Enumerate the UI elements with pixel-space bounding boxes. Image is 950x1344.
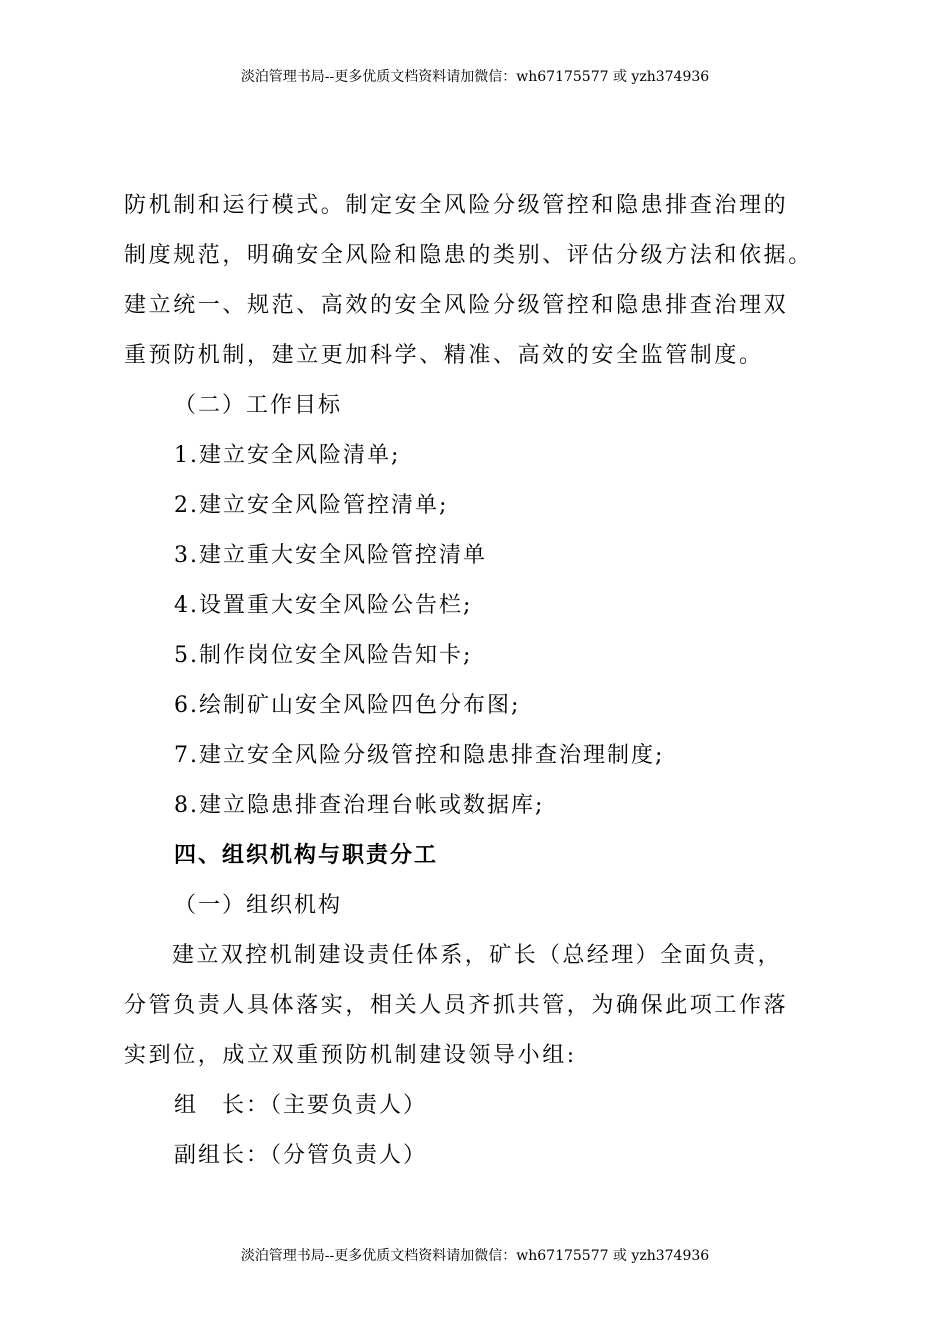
document-body [124, 181, 834, 1181]
goal-item: 6.绘制矿山安全风险四色分布图; [174, 693, 521, 718]
paragraph-line: 分管负责人具体落实，相关人员齐抓共管，为确保此项工作落 [124, 993, 789, 1018]
leader-line: 组 长：（主要负责人） [174, 1093, 428, 1118]
paragraph-line: 重预防机制，建立更加科学、精准、高效的安全监管制度。 [124, 343, 764, 368]
subheading-organization: （一）组织机构 [174, 893, 343, 918]
goal-item: 8.建立隐患排查治理台帐或数据库; [174, 793, 545, 818]
goal-item: 1.建立安全风险清单; [174, 443, 401, 468]
page-footer: 淡泊管理书局--更多优质文档资料请加微信：wh67175577 或 yzh374936 [240, 1248, 710, 1264]
paragraph-line: 建立统一、规范、高效的安全风险分级管控和隐患排查治理双 [124, 293, 789, 318]
page-header: 淡泊管理书局--更多优质文档资料请加微信：wh67175577 或 yzh374936 [240, 69, 710, 85]
section-heading: 四、组织机构与职责分工 [174, 843, 439, 868]
goal-item: 7.建立安全风险分级管控和隐患排查治理制度; [174, 743, 665, 768]
paragraph-line: 防机制和运行模式。制定安全风险分级管控和隐患排查治理的 [124, 193, 789, 218]
goal-item: 3.建立重大安全风险管控清单 [174, 543, 487, 568]
subheading-work-goals: （二）工作目标 [174, 393, 343, 418]
goal-item: 4.设置重大安全风险公告栏; [174, 593, 473, 618]
deputy-line: 副组长：（分管负责人） [174, 1143, 428, 1168]
paragraph-line: 建立双控机制建设责任体系，矿长（总经理）全面负责， [172, 943, 783, 968]
paragraph-line: 实到位，成立双重预防机制建设领导小组: [124, 1043, 577, 1068]
goal-item: 2.建立安全风险管控清单; [174, 493, 449, 518]
goal-item: 5.制作岗位安全风险告知卡; [174, 643, 473, 668]
paragraph-line: 制度规范，明确安全风险和隐患的类别、评估分级方法和依据。 [124, 243, 813, 268]
